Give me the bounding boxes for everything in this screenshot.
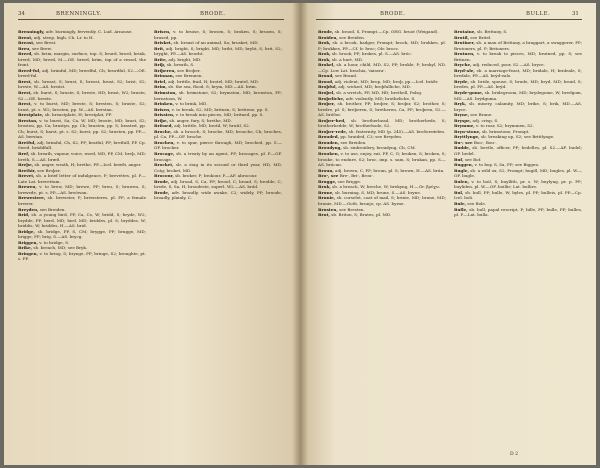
entry-headword: Bryn-stone, xyxy=(454,128,481,134)
entry-headword: Broþer-hed, xyxy=(318,117,346,123)
entry-headword: Brerd, xyxy=(18,51,33,57)
entry-headword: Brestplate, xyxy=(18,112,44,118)
entry-headword: Brocage, xyxy=(154,151,175,157)
entry-definition: sb. anger, wrath, H; brethe, PP.—Icel. bræði, anger. xyxy=(34,162,142,168)
dictionary-entry xyxy=(18,101,146,112)
entry-definition: sb. corselet, coat of mail, S; brinie, MD; brune, MD; brunie, MD.—Goth. brunjo; cp. AS. byrne. xyxy=(318,195,446,206)
entry-definition: sb. a hour, child, MD, S2, PP; brokle, P; brokyl, ND.—Cp. Low Lat. brachia, 'misera'. xyxy=(318,62,446,73)
entry-definition: v. to brew, MD; brewe, PP; breu, S; bruwen, S; brewede, pt. s. PP.—AS. breówan. xyxy=(18,184,146,195)
entry-definition: see Brand. xyxy=(334,73,358,79)
dictionary-entry xyxy=(454,68,582,79)
entry-headword: Broiden, xyxy=(318,34,338,40)
entry-headword: Buggen, xyxy=(454,162,474,168)
entry-headword: Bridge, xyxy=(18,228,35,234)
entry-headword: Briþeren, xyxy=(154,67,176,73)
dictionary-entry xyxy=(18,68,146,79)
entry-headword: Brutnen, xyxy=(454,51,475,57)
entry-headword: Brest, xyxy=(18,78,32,84)
entry-definition: sb. misery, calamity, MD; brike, S; brik, MD.—AS. bryce. xyxy=(454,101,582,112)
entry-definition: sb. breath, S. xyxy=(166,62,195,68)
entry-headword: Bringen, xyxy=(18,250,39,256)
entry-definition: sb. a brief letter of indulgence, P; brevettes, pl. P.—Late Lat. brevettum. xyxy=(18,173,146,184)
dictionary-entry xyxy=(318,40,446,51)
entry-headword: Brokel, xyxy=(318,62,335,68)
right-running-head-right: BULLE. xyxy=(526,11,551,17)
signature-mark: D 2 xyxy=(510,452,519,457)
entry-headword: Bulle, xyxy=(454,206,468,212)
entry-definition: v. to bruise, S; brosen, S; broken, S; brusen, S; brused, pp. xyxy=(154,29,282,40)
entry-headword: Bro-, see xyxy=(318,173,339,179)
dictionary-entry xyxy=(318,195,446,206)
entry-definition: adj. reduced, poor, S2.—AS. bryce. xyxy=(472,62,545,68)
entry-headword: Brocket, xyxy=(154,162,174,168)
entry-headword: Buf, xyxy=(454,156,464,162)
right-page xyxy=(300,3,596,465)
entry-headword: Brouded, xyxy=(318,134,340,140)
dictionary-entry xyxy=(454,207,582,218)
dictionary-entry xyxy=(454,40,582,51)
dictionary-entry xyxy=(154,151,282,162)
entry-headword: Brit, xyxy=(154,45,165,51)
entry-headword: Briþe, xyxy=(154,117,169,123)
entry-headword: Bu-; see xyxy=(454,139,473,145)
entry-headword: Brusten, xyxy=(318,206,338,212)
entry-headword: Brouken, xyxy=(318,151,340,157)
entry-headword: Bretful, xyxy=(18,139,36,145)
entry-definition: sb. fraternity, MD (p. 245).—AS. broðorrǽden. xyxy=(348,128,446,134)
entry-headword: Broþer, xyxy=(318,101,336,107)
dictionary-entry xyxy=(318,212,446,218)
entry-definition: sb. bull, PP; bulle, W; byles, pl. PP; bulleis, pl. PP.—Cp. Icel. boli. xyxy=(454,189,582,201)
entry-definition: sb. breast, S; brust, S; breost, brust, S2; brist, S2; breste, W.—AS. breóst. xyxy=(18,78,146,90)
right-column-2 xyxy=(454,29,582,459)
entry-definition: see Brennen. xyxy=(175,73,203,79)
entry-definition: sb. a stag in its second or third year, HD, MD, Cotg; broket, MD. xyxy=(154,162,282,173)
dictionary-entry xyxy=(18,195,146,206)
entry-headword: Bul, xyxy=(454,189,464,195)
entry-definition: sb. Brittany, S. xyxy=(477,29,508,34)
entry-definition: v. to roar, S2; brymmen, S2. xyxy=(476,123,534,129)
entry-headword: Briel, xyxy=(154,78,167,84)
entry-definition: sb. burning, S, MD; brune, S.—AS. bryne. xyxy=(334,189,422,195)
entry-headword: Bryne, xyxy=(454,112,470,118)
entry-definition: see Breiden. xyxy=(339,34,366,40)
left-page-number: 34 xyxy=(18,11,25,17)
entry-headword: Bule, xyxy=(454,200,467,206)
entry-headword: Bryspe, xyxy=(454,117,472,123)
entry-definition: adj. steep, high. Ch. Lr. to H. xyxy=(33,34,94,40)
entry-definition: v. to spur, pierce through, MD; broched, pp. S.—OF. brocher. xyxy=(154,139,282,151)
entry-definition: see Broþer. xyxy=(177,67,201,73)
entry-definition: sb. anger, fury, S; brethe, MD. xyxy=(169,117,232,123)
entry-headword: Brok, xyxy=(318,40,331,46)
dictionary-entry xyxy=(154,29,282,40)
dictionary-entry xyxy=(454,101,582,112)
entry-headword: Brunie, xyxy=(318,195,336,201)
entry-definition: adv. broadly, wide awake, C2; widely, PP; broode, broadly, plainly, C. xyxy=(154,189,282,201)
dictionary-entry xyxy=(454,179,582,190)
dictionary-entry xyxy=(18,151,146,162)
entry-headword: Brymme, xyxy=(454,123,475,129)
entry-definition: v. to bring, S; brynge, PP; bringe, S2; broughte, pt. s. PP. xyxy=(18,250,146,262)
dictionary-entry xyxy=(18,51,146,68)
entry-definition: adj. crisp, S. xyxy=(472,117,499,123)
left-running-head-center: BRODE. xyxy=(200,11,226,17)
entry-headword: Britned, xyxy=(154,123,173,129)
dictionary-entry xyxy=(18,140,146,151)
entry-definition: adj. brimful, MD; brerdful, Ch; brurdful, S2.—OE. brerd-ful. xyxy=(18,67,146,79)
entry-definition: adj. brimful, Ch, S2, PP; bratful, PP; bretfull, PP. Cp. Swed. bräddfull. xyxy=(18,139,146,151)
entry-definition: see Breiden. xyxy=(39,206,66,212)
entry-headword: Briggen, xyxy=(18,239,38,245)
dictionary-entry xyxy=(318,118,446,129)
dictionary-entry xyxy=(18,212,146,229)
entry-headword: Brenningly, xyxy=(18,29,45,34)
left-page xyxy=(4,3,300,465)
entry-definition: sb. bull, papal rescript, P; bille, PP; bulle, PP; bulles, pl. P.—Lat. bulla. xyxy=(454,206,582,218)
entry-headword: Brouden, xyxy=(318,139,340,145)
entry-definition: adj. broad, S, Ca, PP; brood, C; broad, S; brodde, C; brede, S, Sa, H; broodeste, superl. W2.—AS. brád. xyxy=(154,178,282,190)
entry-headword: Brent, xyxy=(18,34,33,40)
dictionary-entry xyxy=(318,101,446,118)
entry-headword: Brut, xyxy=(318,212,330,218)
entry-headword: Brisen, xyxy=(154,106,171,112)
entry-definition: sb. burst, S; bruste, S; breste, HD; brust, W2; bruste, S2.—OE. breste. xyxy=(18,90,146,101)
entry-definition: sb. bridegroom, MD; brydegome, W; bredgom, MD.—AS. brýdguma. xyxy=(454,90,582,101)
entry-definition: sb. a treaty by an agent, PP; brocages, pl. P.—OF. brocage. xyxy=(154,151,282,162)
dictionary-entry xyxy=(454,168,582,179)
dictionary-entry xyxy=(154,190,282,201)
entry-headword: Brugge, xyxy=(318,178,337,184)
entry-definition: v. to break into pieces, MD; britned, pp. S. xyxy=(175,112,264,118)
entry-headword: Brim, xyxy=(154,84,167,90)
entry-headword: Bryde-gome, xyxy=(454,90,484,96)
entry-headword: Brissien, xyxy=(154,112,175,118)
entry-headword: Bryde, xyxy=(454,78,469,84)
right-header-rule xyxy=(316,19,582,20)
entry-headword: Brocour, xyxy=(154,173,174,179)
right-page-number: 31 xyxy=(572,11,579,17)
entry-definition: adj. bright, MD. xyxy=(168,56,202,62)
entry-definition: see Brigge. xyxy=(337,178,362,184)
entry-headword: Brewen, xyxy=(18,184,37,190)
entry-headword: Brond, xyxy=(318,73,334,79)
entry-definition: sb. brother, PP; broþer, S; broþir, S2; brother, S; bredre, pl. S; breþeren, S; bretheren, Ca, PP; broþren, S2.—AS. bróðor. xyxy=(318,101,446,118)
entry-definition: sb. brotherhead, MD; brotherhede, S; brotherhedde, W; brotherhode, S2. xyxy=(318,117,446,129)
dictionary-entry xyxy=(454,51,582,62)
entry-headword: Bref, xyxy=(18,151,30,157)
dictionary-entry xyxy=(154,162,282,173)
dictionary-entry xyxy=(18,79,146,90)
entry-definition: sb. brimstone, S2; brymston, MD; brenston, PP; bernstoon, W. xyxy=(154,90,282,101)
entry-definition: v. to boil, S; buyllith, pr. s. W; buylyng, pr. p. PP; buyliden, pl. W.—OF. boillir; Lat. bullire. xyxy=(454,178,582,190)
entry-definition: Boo-, Bou-. xyxy=(473,139,497,145)
dictionary-entry xyxy=(154,46,282,57)
entry-headword: Breu, xyxy=(18,45,31,51)
entry-definition: v. to break, S2, MD; britnen, S; brittene, pp. S. xyxy=(171,106,269,112)
left-header-rule xyxy=(18,19,284,20)
entry-definition: sb. breach, MD; see Bryk. xyxy=(33,245,88,251)
entry-headword: Bryche, xyxy=(454,62,472,68)
entry-definition: sb. a hurt, MD. xyxy=(331,56,364,62)
entry-definition: see Bof. xyxy=(464,156,482,162)
entry-headword: Brutiner, xyxy=(454,40,475,46)
entry-definition: v. to bridge, S. xyxy=(39,239,70,245)
dictionary-entry xyxy=(154,90,282,101)
entry-definition: v. to break to pieces, MD; brutned, pp. S; see Britnen. xyxy=(454,51,582,62)
entry-definition: sb. a breach, W; breche, W; brekyng, H.—Gr. βρύχω. xyxy=(332,184,441,190)
entry-definition: see Bole. xyxy=(467,200,487,206)
entry-definition: adv. burningly, fervently. C. Lud. Arnouse. xyxy=(45,29,133,34)
entry-definition: sb. brood, S, Prompt.—Cp. OHG. bruot (Weigand). xyxy=(334,29,439,34)
entry-definition: sb. a wretch, PP, MD, HD; brethell, Palsg. xyxy=(336,90,423,96)
entry-headword: Bugle, xyxy=(454,167,469,173)
entry-definition: adj. brown, C, PP; broun, pl. S; brown, H.—AS. brún. xyxy=(335,167,445,173)
entry-headword: Brewestere, xyxy=(18,195,46,201)
entry-definition: sb. a man of Brittany, a braggart, a swaggerer, PP; Brutoners, pl. P; Britoners. xyxy=(454,40,582,51)
entry-definition: see Bresten. xyxy=(339,206,365,212)
dictionary-entry xyxy=(18,90,146,101)
dictionary-entry xyxy=(18,118,146,140)
dictionary-entry xyxy=(454,90,582,101)
book-gutter xyxy=(292,3,308,465)
entry-headword: Brevet, xyxy=(18,173,35,179)
entry-headword: Broudyng, xyxy=(318,145,342,151)
entry-definition: v. to burst, MD; breste, S; bresten, S; bruste, S2; brast, pt. s. W2; brosten, pp. W.—AS. berstan. xyxy=(18,101,146,112)
dictionary-entry xyxy=(18,173,146,184)
dictionary-entry xyxy=(154,179,282,190)
entry-headword: Brike, xyxy=(18,245,33,251)
dictionary-entry xyxy=(154,129,282,140)
dictionary-entry xyxy=(454,190,582,201)
entry-definition: pp. braided, C3; see Breyden. xyxy=(340,134,403,140)
book-spread xyxy=(4,3,596,465)
dictionary-entry xyxy=(318,151,446,168)
entry-headword: Brestan, xyxy=(18,117,38,123)
entry-headword: Briþ, xyxy=(154,62,166,68)
entry-definition: adj. brittle, MD; brotil, W; brutil, S2. xyxy=(174,123,251,129)
dictionary-entry xyxy=(454,79,582,90)
entry-definition: adj. bright, S; bright, MD; briht, MD; bryht, S; brit, S2; bryght, PP.—AS. beorht. xyxy=(154,45,282,57)
entry-headword: Brinnan, xyxy=(154,73,175,79)
entry-headword: Brest, xyxy=(18,101,32,107)
entry-definition: sb. breaking up, S2; see Brittlynge. xyxy=(480,134,555,140)
entry-definition: sb. embroidery, broudyng, Ch, CM. xyxy=(343,145,416,151)
entry-definition: see Britel. xyxy=(470,34,492,40)
entry-definition: sb. breast of an animal, Sa; brusket, MD. xyxy=(173,40,259,46)
entry-definition: sb. breath, vapour, voice, word, MD, PP, CM; breþ, MD; breth, S.—AS. bræð. xyxy=(18,151,146,162)
entry-headword: Brode, xyxy=(154,189,170,195)
entry-headword: Bruk, xyxy=(318,184,331,190)
entry-headword: Breost, xyxy=(18,40,35,46)
entry-definition: sb. bridge, PP, S, CM; brygge, PP; brugge, MD; brigge, PP; brig, S.—AS. brycg. xyxy=(18,228,146,240)
entry-headword: Brode, xyxy=(318,29,334,34)
entry-definition: adj. brittle, frail, H; brotel, MD; brutel, MD. xyxy=(168,78,259,84)
left-running-head-left: BRENNINGLY. xyxy=(56,11,102,17)
entry-definition: see Brew. xyxy=(31,45,52,51)
entry-headword: Broþeliche, xyxy=(318,95,345,101)
dictionary-entry xyxy=(154,140,282,151)
entry-definition: adj. violent, MD; brop, MD; broþ, pp.—Icel. bráðr. xyxy=(334,78,439,84)
entry-definition: v. to use, enjoy, eat, PP, C, G; bruken, S; broken, S; brouke, to endure, S2; broc, imp. s. sam, S; brukan, pp. S.—AS. brúcan. xyxy=(318,151,446,168)
entry-headword: Brutil, xyxy=(454,34,470,40)
entry-definition: see Broþer. xyxy=(37,167,61,173)
entry-headword: Broþer-rede, xyxy=(318,128,348,134)
entry-definition: v. to brink, MD. xyxy=(175,101,208,107)
entry-definition: sb. broker, P; brokour, P.—AF. abrocour. xyxy=(175,173,258,179)
entry-definition: sb. a brooch, S; broche, MD; brooche, Ch; broches, pl. Ca, PP.—OF. broche. xyxy=(154,128,282,140)
entry-headword: Broþel, xyxy=(318,90,335,96)
entry-headword: Budde, xyxy=(454,145,471,151)
entry-headword: Brochen, xyxy=(154,139,175,145)
dictionary-entry xyxy=(454,145,582,156)
entry-headword: Brethir, xyxy=(18,167,36,173)
entry-headword: Brerd-ful, xyxy=(18,67,41,73)
entry-headword: Brest, xyxy=(18,90,32,96)
right-column-1 xyxy=(318,29,446,459)
entry-definition: sb. brim, margin, surface, top. S; brurd, brord, brink, brerd, MD; brerd, M.—OE. brerd, brim, top of a vessel, the front. xyxy=(18,51,146,68)
entry-headword: Broun, xyxy=(318,167,334,173)
entry-definition: sb. a marriage-feast, MD; bridale, H; brideale, S; bredale, PP.—AS. brýd-ealo. xyxy=(454,67,582,79)
entry-definition: sb. a brook, badger, Prompt; brock, MD; brokkes, pl. P; brokkes, PP.—Cf. Ir. broc; OIr. brocc. xyxy=(318,40,446,51)
entry-definition: see Breiden. xyxy=(340,139,367,145)
entry-headword: Breþe, xyxy=(18,162,34,168)
entry-definition: v. to burst, Sa, Ca, W, MD; broste, MD; brast, S2; brosten, pp. Ca; brastyn, pp. Ch; brasten, pp. S; brasted, pp. Ch; burst, S; barst, pt. s. S2; borst, pp. S2; brusten, pp. PP.—AS. berstan. xyxy=(18,117,146,140)
entry-headword: Brok, xyxy=(318,56,331,62)
right-running-head-center: BRODE. xyxy=(380,11,406,17)
entry-headword: Bulen, xyxy=(454,178,469,184)
entry-definition: sb. the sea, flood, S; brym, MD.—AS. brim. xyxy=(168,84,257,90)
entry-headword: Broþful, xyxy=(318,84,337,90)
entry-definition: sb. beetle, officer, PP; bedelles, pl. S2.—AF. budel; OF. bedel. xyxy=(454,145,582,157)
entry-definition: sb. a young bird, PP, Ca, Cs, W; bridd, S; bryde, W2; brydde, PP; berd, MD; bird, MD; briddes, pl. S; bryddes, W; briddis, W; briddes, H.—AS. brid. xyxy=(18,212,146,229)
entry-headword: Brid, xyxy=(18,212,30,218)
entry-definition: adv. violently, MD; brotheliche, S. xyxy=(345,95,416,101)
entry-headword: Broche, xyxy=(154,128,172,134)
dictionary-entry xyxy=(18,251,146,262)
entry-headword: Brode, xyxy=(154,178,170,184)
entry-headword: Brisket, xyxy=(154,40,173,46)
entry-definition: v. to buy, S, Sa, PP; see Biggen. xyxy=(474,162,540,168)
entry-definition: adj. wicked, MD; broþfulliche, MD. xyxy=(338,84,411,90)
entry-definition: sb. a wild ox, S2, Prompt; bugill, MD; bugles, pl. W.—OF. bugle. xyxy=(454,167,582,179)
entry-definition: sb. brook, PP; brokes, pl. S.—AS. bróc. xyxy=(331,51,412,57)
entry-definition: Bre-, Bri-, Brou-. xyxy=(339,173,375,179)
dictionary-entry xyxy=(318,62,446,73)
entry-headword: Brisen, xyxy=(154,29,171,34)
entry-headword: Bryttlynge, xyxy=(454,134,480,140)
entry-headword: Brood, xyxy=(318,78,334,84)
entry-headword: Bryd-ale, xyxy=(454,67,475,73)
entry-definition: sb. breastplate, H; brestplat, PP. xyxy=(44,112,112,118)
entry-headword: Breyden, xyxy=(18,206,39,212)
entry-definition: sb. bride, spouse, S; brude, MD; bryd, MD; bruid, S; bredes, pl. PP.—AS. brýd. xyxy=(454,78,582,90)
dictionary-entry xyxy=(18,229,146,240)
entry-definition: see Brune. xyxy=(470,112,493,118)
entry-definition: sb. Briton, S; Brutes, pl. MD. xyxy=(331,212,392,218)
entry-headword: Brinken, xyxy=(154,101,174,107)
entry-headword: Brite, xyxy=(154,56,168,62)
dictionary-entry xyxy=(18,184,146,195)
left-column-1 xyxy=(18,29,146,459)
entry-definition: sb. brewster, P; brewsteres, pl. PP; a female brewer. xyxy=(18,195,146,206)
entry-headword: Bryk, xyxy=(454,101,467,107)
entry-headword: Brimston, xyxy=(154,90,177,96)
entry-headword: Brutaine, xyxy=(454,29,476,34)
entry-headword: Brune, xyxy=(318,189,334,195)
entry-headword: Brok, xyxy=(318,51,331,57)
entry-definition: sb. brimstone, Prompt. xyxy=(481,128,530,134)
left-column-2 xyxy=(154,29,282,459)
entry-definition: see Brest. xyxy=(35,40,57,46)
